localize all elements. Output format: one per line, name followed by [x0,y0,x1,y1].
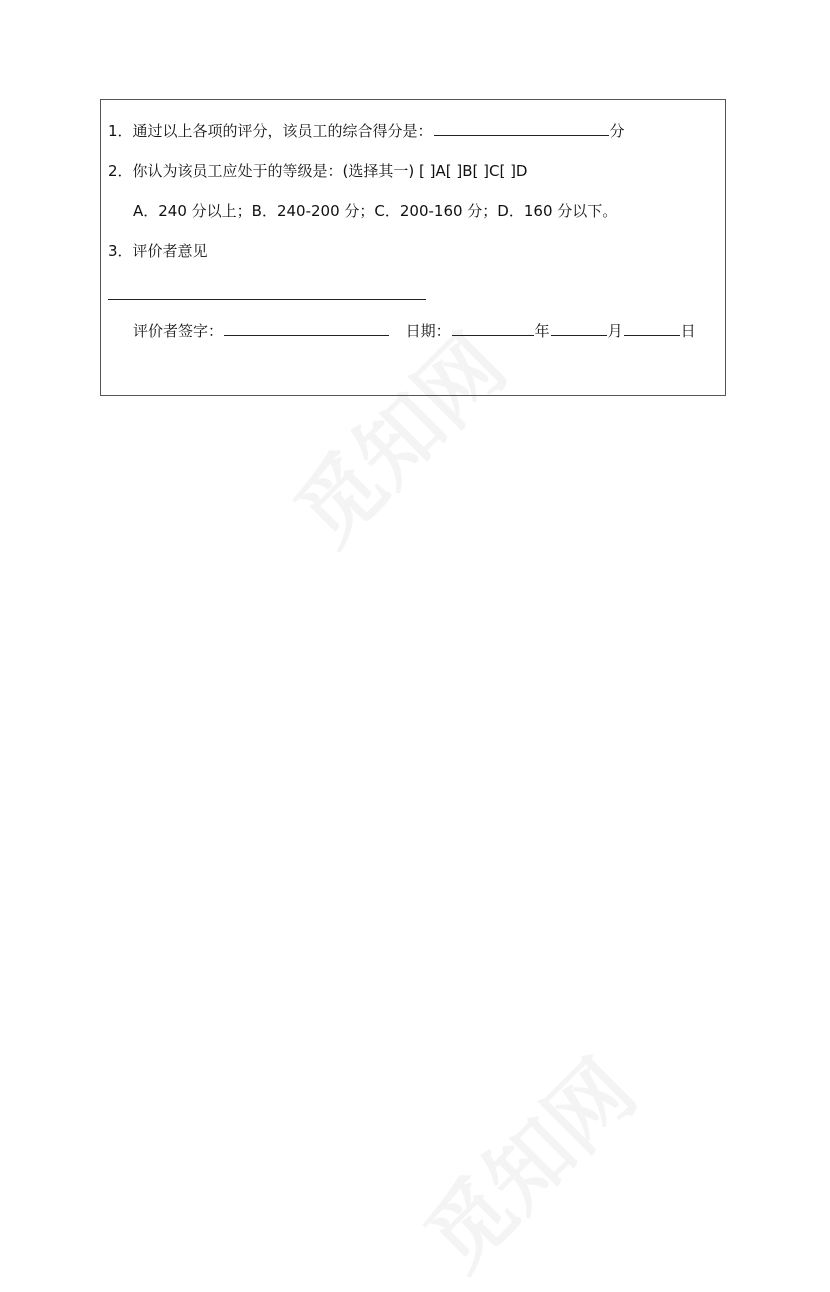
day-field[interactable] [624,321,680,336]
question-1 [108,121,625,141]
grade-options [133,201,617,221]
signature-row [133,321,696,341]
year-field[interactable] [452,321,534,336]
watermark [394,1029,658,1292]
question-2 [108,161,527,181]
question-1-text: 1．通过以上各项的评分，该员工的综合得分是： [108,122,433,140]
total-score-field[interactable] [434,121,609,136]
grade-options-text: A．240 分以上；B．240-200 分；C．200-160 分；D．160 分以下。 [133,202,618,220]
question-3-text: 3．评价者意见 [108,242,208,260]
signer-label: 评价者签字： [133,322,224,340]
question-3 [108,241,208,261]
day-label: 日 [680,322,696,340]
question-2-text: 2．你认为该员工应处于的等级是：(选择其一) [ ]A[ ]B[ ]C[ ]D [108,162,528,180]
evaluation-summary-box [100,99,726,396]
month-field[interactable] [551,321,607,336]
evaluator-opinion-line[interactable] [108,299,426,300]
score-unit: 分 [609,122,625,140]
date-label: 日期： [405,322,451,340]
signature-field[interactable] [224,321,389,336]
month-label: 月 [607,322,623,340]
year-label: 年 [534,322,550,340]
